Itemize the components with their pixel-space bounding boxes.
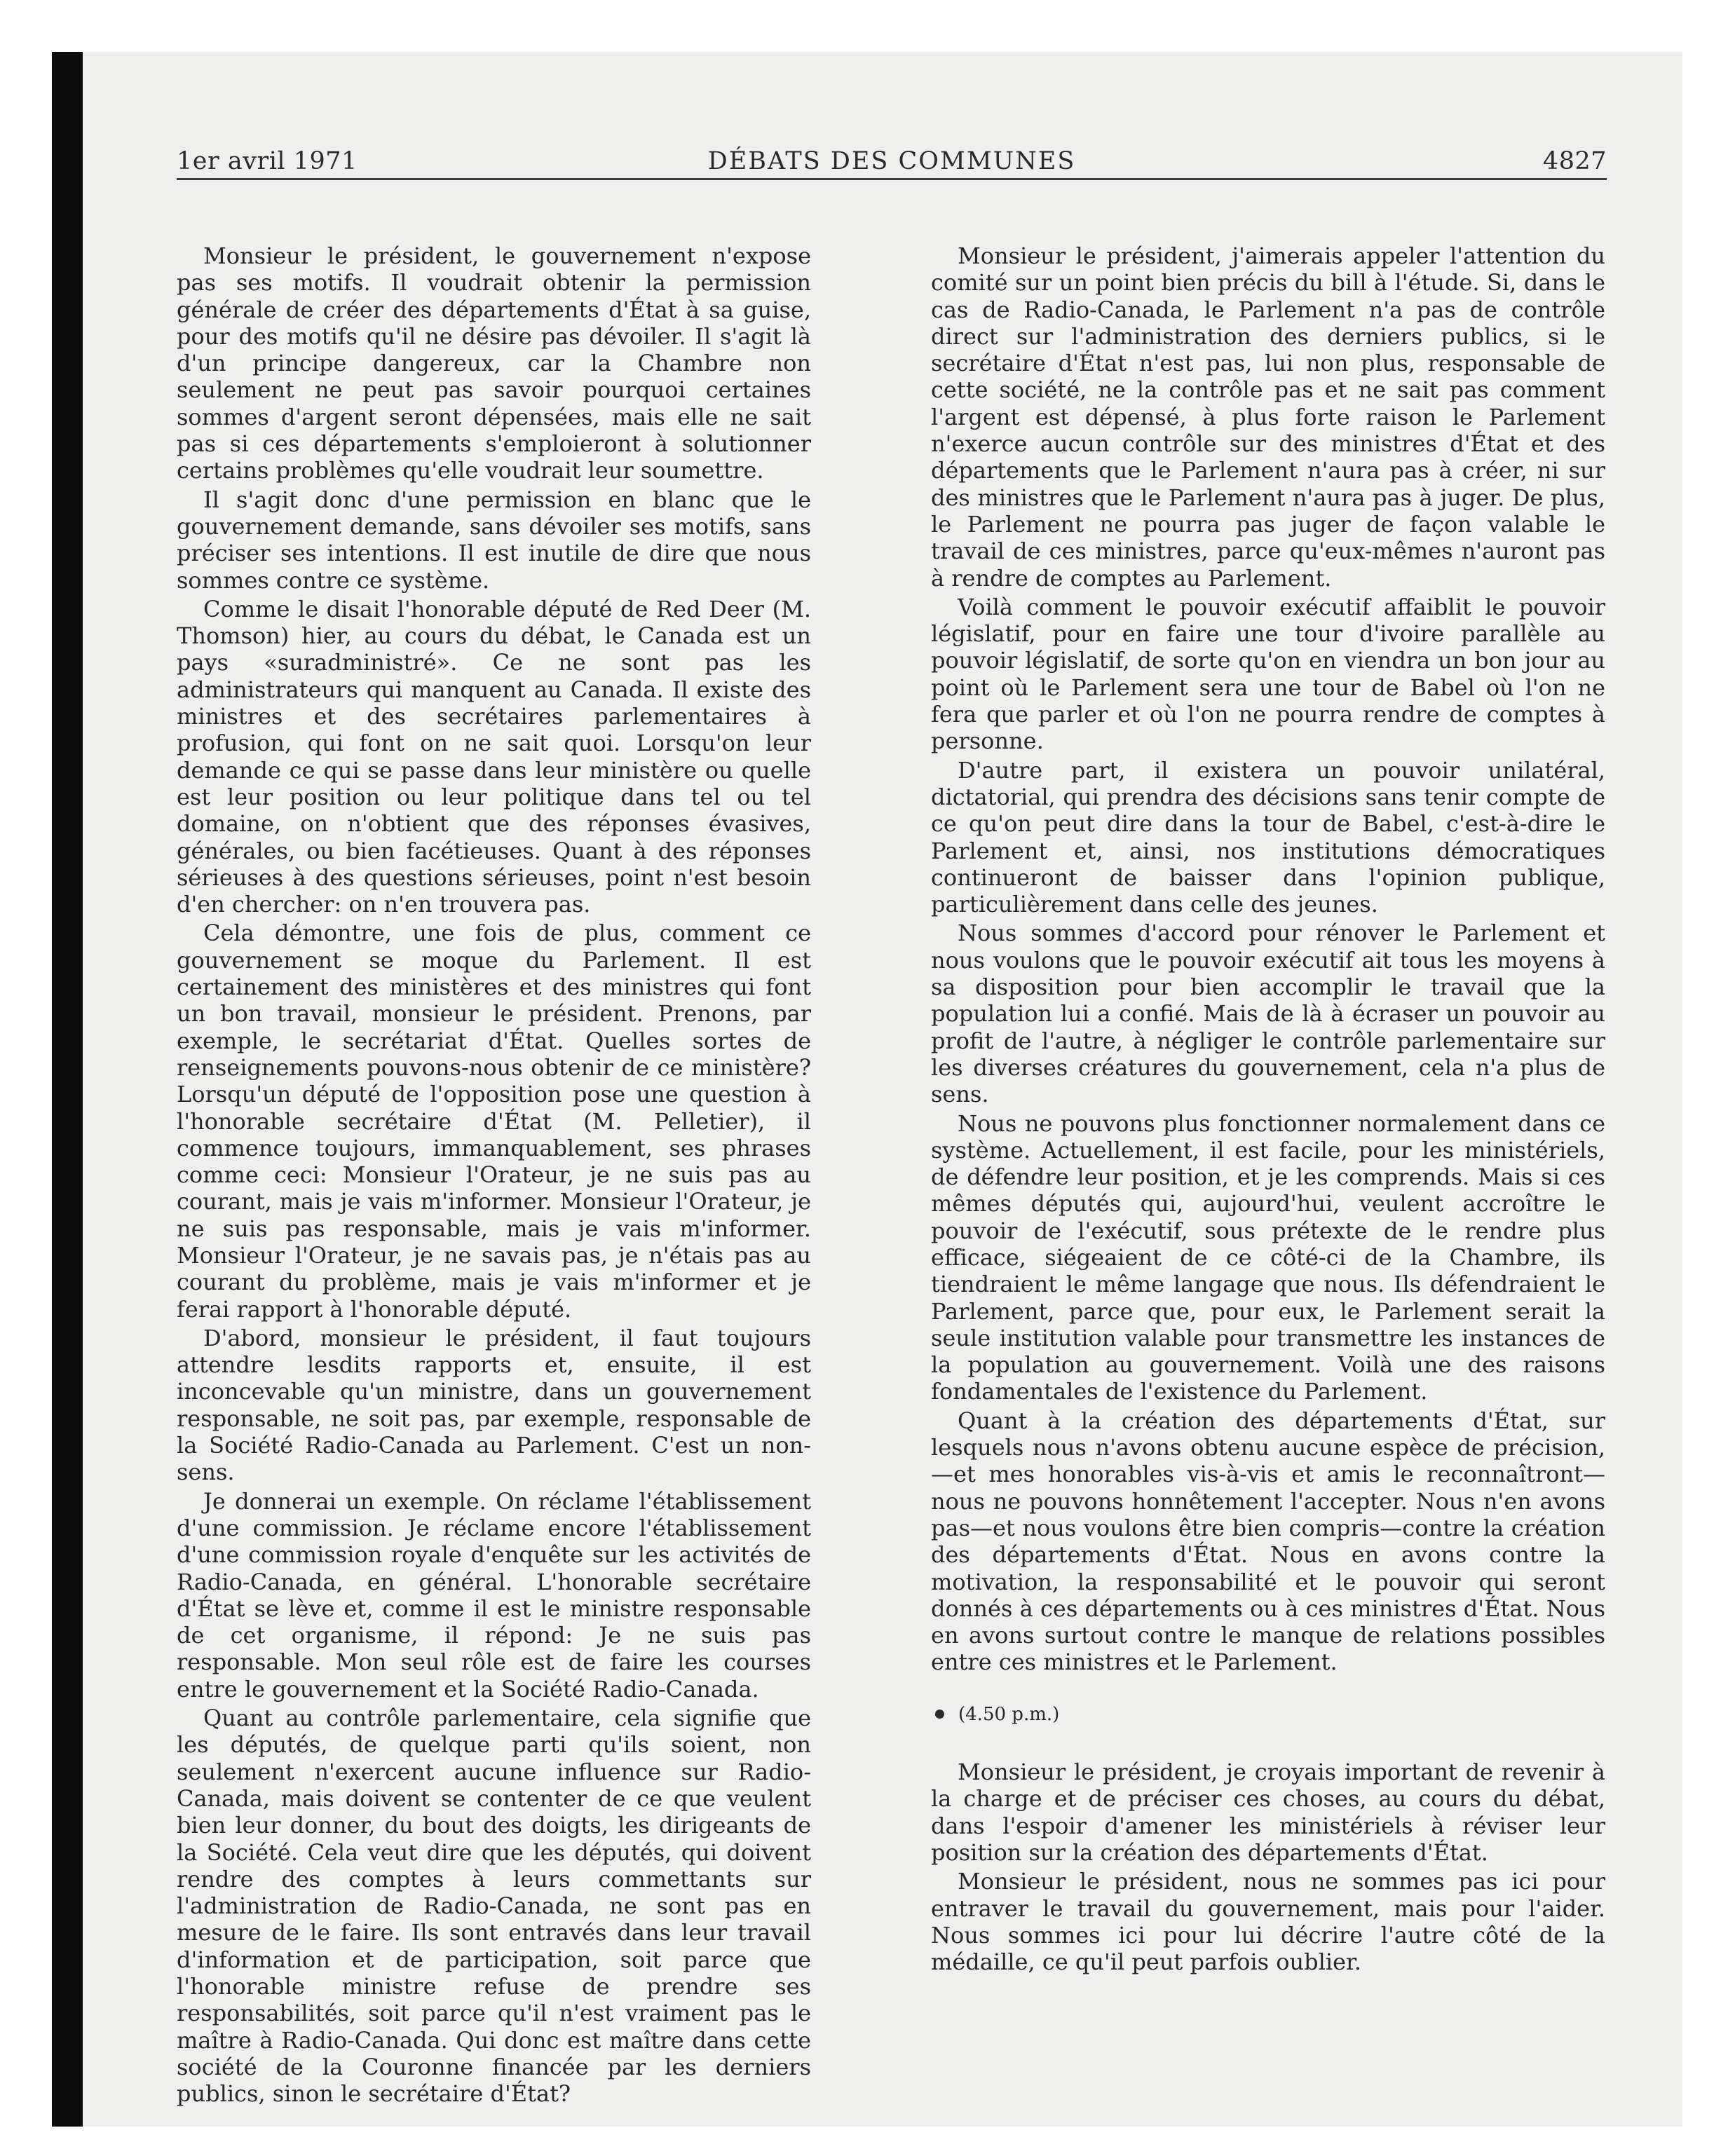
paragraph: Nous sommes d'accord pour rénover le Parlement et nous voulons que le pouvoir exécutif ait tous les moyens à sa disposition pour bien accomplir le travail que la population lui a confié. Mais de là à écraser un pouvoir au profit de l'autre, à négliger le contrôle parlementaire sur les diverses créatures du gouvernement, cela n'a plus de sens. bbox=[931, 920, 1605, 1108]
paragraph: Il s'agit donc d'une permission en blanc que le gouvernement demande, sans dévoiler ses motifs, sans préciser ses intentions. Il est inutile de dire que nous sommes contre ce système. bbox=[177, 486, 811, 594]
page-number: 4827 bbox=[1542, 147, 1607, 175]
page-header bbox=[177, 142, 1607, 180]
time-marker bbox=[931, 1701, 1605, 1728]
paragraph: Voilà comment le pouvoir exécutif affaiblit le pouvoir législatif, pour en faire une tour d'ivoire parallèle au pouvoir législatif, de sorte qu'on en viendra un bon jour au point où le Parlement sera une tour de Babel où l'on ne fera que parler et où l'on ne pourra rendre de comptes à personne. bbox=[931, 593, 1605, 755]
paragraph: Monsieur le président, nous ne sommes pas ici pour entraver le travail du gouvernement, mais pour l'aider. Nous sommes ici pour lui décrire l'autre côté de la médaille, ce qu'il peut parfois oublier. bbox=[931, 1868, 1605, 1976]
paragraph: D'autre part, il existera un pouvoir unilatéral, dictatorial, qui prendra des décisions sans tenir compte de ce qu'on peut dire dans la tour de Babel, c'est-à-dire le Parlement et, ainsi, nos institutions démocratiques continueront de baisser dans l'opinion publique, particulièrement dans celle des jeunes. bbox=[931, 756, 1605, 918]
paragraph: Je donnerai un exemple. On réclame l'établissement d'une commission. Je réclame encore l'établissement d'une commission royale d'enquête sur les activités de Radio-Canada, en général. L'honorable secrétaire d'État se lève et, comme il est le ministre responsable de cet organisme, il répond: Je ne suis pas responsable. Mon seul rôle est de faire les courses entre le gouvernement et la Société Radio-Canada. bbox=[177, 1487, 811, 1703]
bullet-icon bbox=[935, 1710, 944, 1719]
left-column bbox=[177, 243, 811, 2109]
paragraph: Comme le disait l'honorable député de Red Deer (M. Thomson) hier, au cours du débat, le Canada est un pays «suradministré». Ce ne sont pas les administrateurs qui manquent au Canada. Il existe des ministres et des secrétaires parlementaires à profusion, qui font on ne sait quoi. Lorsqu'on leur demande ce qui se passe dans leur ministère ou quelle est leur position ou leur politique dans tel ou tel domaine, on n'obtient que des réponses évasives, générales, ou bien facétieuses. Quant à des réponses sérieuses à des questions sérieuses, point n'est besoin d'en chercher: on n'en trouvera pas. bbox=[177, 595, 811, 918]
header-title: DÉBATS DES COMMUNES bbox=[707, 147, 1076, 175]
paragraph: Monsieur le président, le gouvernement n'expose pas ses motifs. Il voudrait obtenir la permission générale de créer des départements d'État à sa guise, pour des motifs qu'il ne désire pas dévoiler. Il s'agit là d'un principe dangereux, car la Chambre non seulement ne peut pas savoir pourquoi certaines sommes d'argent seront dépensées, mais elle ne sait pas si ces départements s'emploieront à solutionner certains problèmes qu'elle voudrait leur soumettre. bbox=[177, 243, 811, 484]
paragraph: Quant au contrôle parlementaire, cela signifie que les députés, de quelque parti qu'ils soient, non seulement n'exercent aucune influence sur Radio-Canada, mais doivent se contenter de ce que veulent bien leur donner, du bout des doigts, les dirigeants de la Société. Cela veut dire que les députés, qui doivent rendre des comptes à leurs commettants sur l'administration de Radio-Canada, ne sont pas en mesure de le faire. Ils sont entravés dans leur travail d'information et de participation, soit parce que l'honorable ministre refuse de prendre ses responsabilités, soit parce qu'il n'est vraiment pas le maître à Radio-Canada. Qui donc est maître dans cette société de la Couronne financée par les derniers publics, sinon le secrétaire d'État? bbox=[177, 1705, 811, 2108]
time-marker-text: (4.50 p.m.) bbox=[958, 1703, 1060, 1725]
paragraph: D'abord, monsieur le président, il faut toujours attendre lesdits rapports et, ensuite, il est inconcevable qu'un ministre, dans un gouvernement responsable, ne soit pas, par exemple, responsable de la Société Radio-Canada au Parlement. C'est un non-sens. bbox=[177, 1324, 811, 1486]
paragraph: Nous ne pouvons plus fonctionner normalement dans ce système. Actuellement, il est facile, pour les ministériels, de défendre leur position, et je les comprends. Mais si ces mêmes députés qui, aujourd'hui, veulent accroître le pouvoir de l'exécutif, sous prétexte de le rendre plus efficace, siégeaient de ce côté-ci de la Chambre, ils tiendraient le même langage que nous. Ils défendraient le Parlement, parce que, pour eux, le Parlement serait la seule institution valable pour transmettre les instances de la population au gouvernement. Voilà une des raisons fondamentales de l'existence du Parlement. bbox=[931, 1110, 1605, 1405]
right-column bbox=[931, 243, 1605, 1977]
header-date: 1er avril 1971 bbox=[177, 147, 358, 175]
paragraph: Quant à la création des départements d'État, sur lesquels nous n'avons obtenu aucune espèce de précision,—et mes honorables vis-à-vis et amis le reconnaîtront—nous ne pouvons honnêtement l'accepter. Nous n'en avons pas—et nous voulons être bien compris—contre la création des départements d'État. Nous en avons contre la motivation, la responsabilité et le pouvoir qui seront donnés à ces départements ou à ces ministres d'État. Nous en avons surtout contre le manque de relations possibles entre ces ministres et le Parlement. bbox=[931, 1407, 1605, 1676]
paragraph: Monsieur le président, j'aimerais appeler l'attention du comité sur un point bien précis du bill à l'étude. Si, dans le cas de Radio-Canada, le Parlement n'a pas de contrôle direct sur l'administration des derniers publics, si le secrétaire d'État n'est pas, lui non plus, responsable de cette société, ne la contrôle pas et ne sait pas comment l'argent est dépensé, à plus forte raison le Parlement n'exerce aucun contrôle sur des ministres d'État et des départements que le Parlement n'aura pas à créer, ni sur des ministres que le Parlement n'aura pas à juger. De plus, le Parlement ne pourra pas juger de façon valable le travail de ces ministres, parce qu'eux-mêmes n'auront pas à rendre de comptes au Parlement. bbox=[931, 243, 1605, 592]
binding-edge bbox=[52, 52, 83, 2127]
paragraph: Cela démontre, une fois de plus, comment ce gouvernement se moque du Parlement. Il est certainement des ministères et des ministres qui font un bon travail, monsieur le président. Prenons, par exemple, le secrétariat d'État. Quelles sortes de renseignements pouvons-nous obtenir de ce ministère? Lorsqu'un député de l'opposition pose une question à l'honorable secrétaire d'État (M. Pelletier), il commence toujours, immanquablement, ses phrases comme ceci: Monsieur l'Orateur, je ne suis pas au courant, mais je vais m'informer. Monsieur l'Orateur, je ne suis pas responsable, mais je vais m'informer. Monsieur l'Orateur, je ne savais pas, je n'étais pas au courant du problème, mais je vais m'informer et je ferai rapport à l'honorable député. bbox=[177, 920, 811, 1323]
paragraph: Monsieur le président, je croyais important de revenir à la charge et de préciser ces choses, au cours du débat, dans l'espoir d'amener les ministériels à réviser leur position sur la création des départements d'État. bbox=[931, 1759, 1605, 1866]
